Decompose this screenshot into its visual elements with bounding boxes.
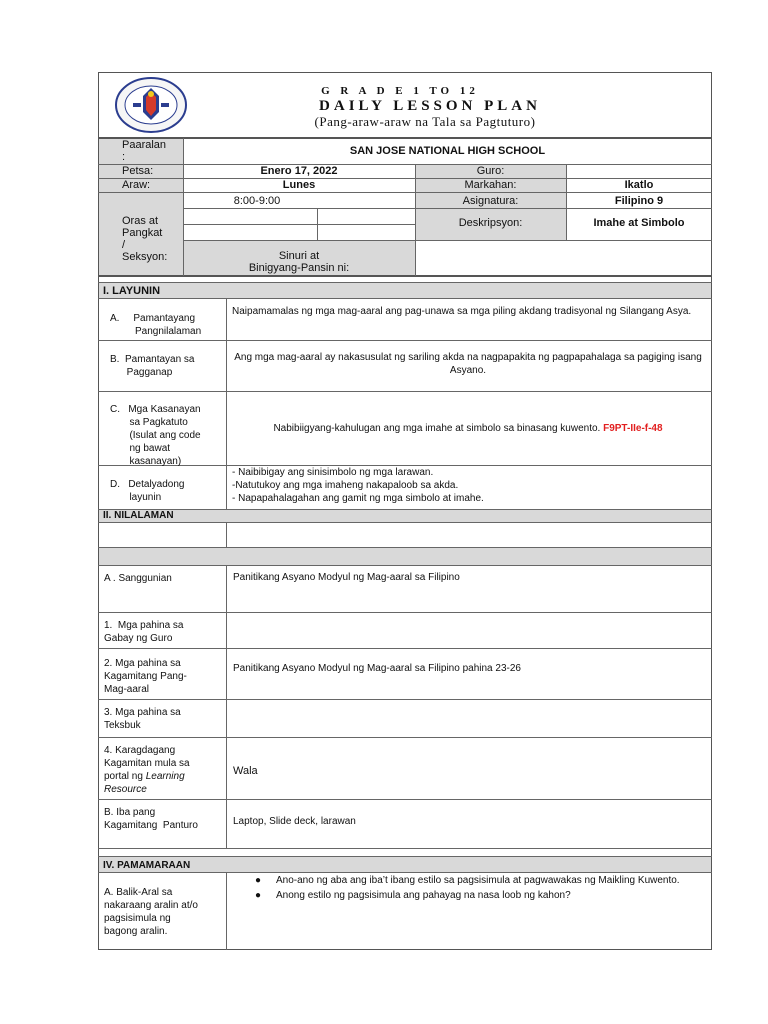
subject-value: Filipino 9 [614, 195, 664, 207]
layunin-heading: I. LAYUNIN [103, 285, 161, 297]
markahan-value: Ikatlo [624, 179, 654, 191]
layunin-b-label: B. Pamantayan sa Pagganap [110, 354, 195, 378]
araw-label: Araw: [122, 179, 151, 191]
sinuri-label: Sinuri at Binigyang-Pansin ni: [248, 250, 350, 274]
layunin-b-text: Ang mga mag-aaral ay nakasusulat ng sariling akda na nagpapakita ng pagpapahalaga sa pagiging isang Asyano. [234, 352, 702, 376]
asignatura-label: Asignatura: [462, 195, 519, 207]
day-value: Lunes [282, 179, 316, 191]
sanggunian-value: Panitikang Asyano Modyul ng Mag-aaral sa Filipino [233, 572, 460, 583]
paaralan-label: Paaralan : [122, 139, 167, 163]
list-item [248, 874, 708, 887]
iba-label: B. Iba pang Kagamitang Panturo [104, 807, 198, 831]
layunin-d-list [232, 466, 704, 505]
layunin-d-item: -Natutukoy ang mga imaheng nakapaloob sa akda. [232, 480, 459, 491]
grade-range-heading: G R A D E 1 TO 12 [321, 85, 479, 97]
nilalaman-heading: II. NILALAMAN [103, 510, 174, 521]
teksbuk-label: 3. Mga pahina sa Teksbuk [104, 707, 181, 731]
competency-code: F9PT-IIe-f-48 [603, 423, 663, 434]
layunin-d-label: D. Detalyadong layunin [110, 479, 185, 503]
layunin-c-text-row [232, 422, 704, 435]
layunin-c-text: Nabibiigyang-kahulugan ang mga imahe at simbolo sa binasang kuwento. [273, 423, 601, 434]
pamamaraan-heading: IV. PAMAMARAAN [103, 860, 191, 871]
karagdagan-value: Wala [233, 765, 258, 777]
description-value: Imahe at Simbolo [593, 217, 685, 229]
deped-seal-icon [113, 76, 189, 134]
pamamaraan-a-list [248, 874, 708, 902]
kagamitan-value: Panitikang Asyano Modyul ng Mag-aaral sa Filipino pahina 23-26 [233, 663, 521, 674]
pamamaraan-a-item: Anong estilo ng pagsisimula ang pahayag na nasa loob ng kahon? [276, 890, 571, 901]
markahan-label: Markahan: [464, 179, 517, 191]
pamamaraan-a-label: A. Balik-Aral sa nakaraang aralin at/o pagsisimula ng bagong aralin. [104, 887, 198, 937]
list-item [248, 889, 708, 902]
petsa-label: Petsa: [122, 165, 154, 177]
karagdagan-label-emphasis: Learning Resource [104, 771, 185, 795]
layunin-d-item: - Naibibigay ang sinisimbolo ng mga larawan. [232, 467, 434, 478]
layunin-a-label: A. Pamantayang Pangnilalaman [110, 313, 202, 337]
deskripsyon-label: Deskripsyon: [458, 217, 523, 229]
karagdagan-label-text: 4. Karagdagang Kagamitan mula sa portal ng [104, 745, 190, 782]
school-name: SAN JOSE NATIONAL HIGH SCHOOL [349, 145, 546, 157]
guro-label: Guro: [476, 165, 505, 177]
page-title: DAILY LESSON PLAN [319, 98, 541, 114]
bullet-icon: ● [254, 890, 262, 901]
kagamitan-label: 2. Mga pahina sa Kagamitang Pang- Mag-aaral [104, 658, 187, 695]
page-subtitle: (Pang-araw-araw na Tala sa Pagtuturo) [314, 114, 536, 129]
date-value: Enero 17, 2022 [260, 165, 338, 177]
iba-value: Laptop, Slide deck, larawan [233, 816, 356, 827]
layunin-c-label: C. Mga Kasanayan sa Pagkatuto (Isulat ang code ng bawat kasanayan) [110, 404, 201, 467]
gabay-label: 1. Mga pahina sa Gabay ng Guro [104, 620, 184, 644]
layunin-d-item: - Napapahalagahan ang gamit ng mga simbolo at imahe. [232, 493, 484, 504]
sanggunian-label: A . Sanggunian [104, 573, 172, 584]
time-value: 8:00-9:00 [233, 195, 281, 207]
karagdagan-label [104, 744, 224, 796]
layunin-a-text: Naipamamalas ng mga mag-aaral ang pag-unawa sa mga piling akdang tradisyonal ng Silangang Asya. [232, 306, 692, 317]
bullet-icon: ● [254, 875, 262, 886]
oras-label: Oras at Pangkat / Seksyon: [122, 215, 168, 263]
pamamaraan-a-item: Ano-ano ng aba ang iba’t ibang estilo sa pagsisimula at pagwawakas ng Maikling Kuwento. [276, 875, 680, 886]
